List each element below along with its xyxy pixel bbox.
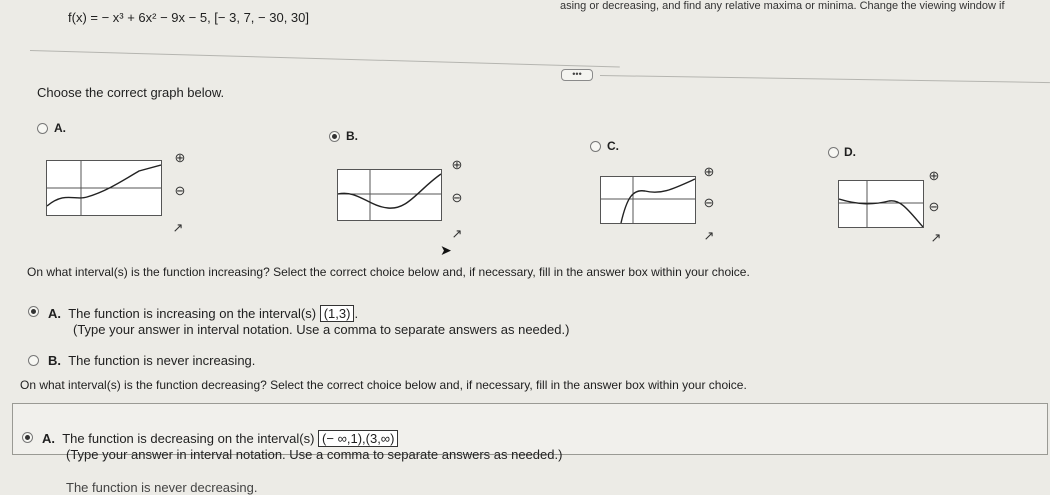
instruction-text: asing or decreasing, and find any relative maxima or minima. Change the viewing window if: [560, 0, 1005, 12]
increasing-choice-a-radio[interactable]: [28, 306, 39, 317]
decreasing-choice-a-row: [42, 430, 398, 447]
graph-option-d[interactable]: [838, 180, 924, 228]
graph-option-a[interactable]: [46, 160, 162, 216]
increasing-choice-b-radio[interactable]: [28, 355, 39, 366]
option-b-radio[interactable]: [329, 131, 340, 142]
increasing-choice-b-prefix: B.: [48, 353, 61, 368]
decreasing-question-prompt: On what interval(s) is the function decreasing? Select the correct choice below and, if necessary, fill in the answer box within your choice.: [20, 378, 747, 392]
option-a-label: A.: [54, 121, 66, 135]
decreasing-choice-a-text: The function is decreasing on the interval(s): [62, 431, 315, 446]
external-link-icon[interactable]: ↗: [930, 230, 942, 245]
zoom-out-icon[interactable]: ⊖: [703, 195, 715, 210]
decreasing-choice-b-text: The function is never decreasing.: [66, 480, 258, 495]
option-b-label: B.: [346, 129, 358, 143]
divider-right: [600, 75, 1050, 83]
decreasing-choice-a-prefix: A.: [42, 431, 55, 446]
zoom-in-icon[interactable]: ⊕: [703, 164, 715, 179]
increasing-answer-box[interactable]: (1,3): [320, 305, 355, 322]
zoom-out-icon[interactable]: ⊖: [928, 199, 940, 214]
choose-graph-prompt: Choose the correct graph below.: [37, 85, 225, 100]
increasing-choice-a-text: The function is increasing on the interval(s): [68, 306, 317, 321]
option-c-label: C.: [607, 139, 619, 153]
mouse-cursor-icon: ➤: [440, 242, 452, 258]
more-button[interactable]: •••: [561, 69, 593, 81]
divider-top: [30, 50, 620, 67]
decreasing-answer-hint: (Type your answer in interval notation. Use a comma to separate answers as needed.): [66, 447, 563, 462]
zoom-in-icon[interactable]: ⊕: [928, 168, 940, 183]
zoom-in-icon[interactable]: ⊕: [174, 150, 186, 165]
increasing-question-prompt: On what interval(s) is the function increasing? Select the correct choice below and, if necessary, fill in the answer box within your choice.: [27, 265, 750, 279]
increasing-choice-b-text: The function is never increasing.: [68, 353, 256, 368]
option-a-radio[interactable]: [37, 123, 48, 134]
increasing-answer-hint: (Type your answer in interval notation. Use a comma to separate answers as needed.): [73, 322, 570, 337]
zoom-out-icon[interactable]: ⊖: [451, 190, 463, 205]
increasing-choice-a-row: A. The function is increasing on the interval(s) (1,3) .: [48, 306, 359, 321]
increasing-choice-a-prefix: A.: [48, 306, 61, 321]
option-d-label: D.: [844, 145, 856, 159]
external-link-icon[interactable]: ↗: [703, 228, 715, 243]
zoom-out-icon[interactable]: ⊖: [174, 183, 186, 198]
function-statement: f(x) = − x³ + 6x² − 9x − 5, [− 3, 7, − 30, 30]: [68, 10, 309, 25]
decreasing-choice-a-radio[interactable]: [22, 432, 33, 443]
external-link-icon[interactable]: ↗: [172, 220, 184, 235]
increasing-choice-b-row: [48, 353, 255, 368]
zoom-in-icon[interactable]: ⊕: [451, 157, 463, 172]
option-c-radio[interactable]: [590, 141, 601, 152]
option-d-radio[interactable]: [828, 147, 839, 158]
graph-option-b[interactable]: [337, 169, 442, 221]
decreasing-answer-box[interactable]: (− ∞,1),(3,∞): [318, 430, 398, 447]
external-link-icon[interactable]: ↗: [451, 226, 463, 241]
graph-option-c[interactable]: [600, 176, 696, 224]
